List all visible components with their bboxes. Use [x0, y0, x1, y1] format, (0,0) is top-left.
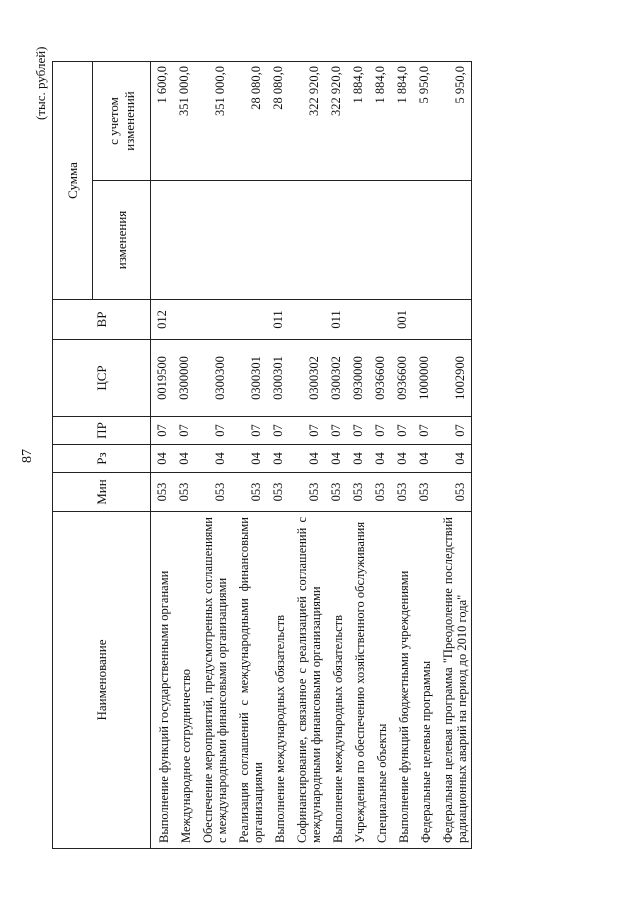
table-row: [195, 62, 231, 849]
row-min: 053: [391, 473, 413, 512]
row-pr: 07: [231, 417, 267, 445]
row-vr: [369, 300, 391, 340]
row-min: 053: [289, 473, 325, 512]
row-changes: [173, 181, 195, 300]
table-row: [289, 62, 325, 849]
budget-table: [52, 61, 472, 849]
row-changes: [151, 181, 174, 300]
row-total: 5 950,0: [435, 62, 472, 181]
row-min: 053: [435, 473, 472, 512]
row-min: 053: [195, 473, 231, 512]
row-pr: 07: [391, 417, 413, 445]
row-csr: 0936600: [391, 340, 413, 417]
row-pr: 07: [173, 417, 195, 445]
row-vr: 011: [325, 300, 347, 340]
row-rz: 04: [347, 445, 369, 473]
row-min: 053: [173, 473, 195, 512]
table-row: [413, 62, 435, 849]
row-min: 053: [347, 473, 369, 512]
row-rz: 04: [195, 445, 231, 473]
row-name: Федеральные целевые программы: [413, 512, 435, 849]
table-row: [347, 62, 369, 849]
row-vr: 011: [267, 300, 289, 340]
header-min: Мин: [53, 473, 151, 512]
row-total: 1 884,0: [391, 62, 413, 181]
row-changes: [325, 181, 347, 300]
row-name: Выполнение международных обязательств: [267, 512, 289, 849]
row-min: 053: [151, 473, 174, 512]
row-pr: 07: [413, 417, 435, 445]
row-changes: [435, 181, 472, 300]
row-csr: 0930000: [347, 340, 369, 417]
header-with-changes: с учетом изменений: [93, 62, 151, 181]
row-rz: 04: [435, 445, 472, 473]
row-vr: [413, 300, 435, 340]
row-pr: 07: [267, 417, 289, 445]
row-vr: 012: [151, 300, 174, 340]
row-min: 053: [413, 473, 435, 512]
row-total: 351 000,0: [195, 62, 231, 181]
row-name: Обеспечение мероприятий, предусмотренных соглашениями с международными финансовыми организациями: [195, 512, 231, 849]
row-csr: 0300302: [325, 340, 347, 417]
header-changes: изменения: [93, 181, 151, 300]
row-pr: 07: [347, 417, 369, 445]
row-changes: [195, 181, 231, 300]
table-row: [369, 62, 391, 849]
units-note: (тыс. рублей): [33, 46, 48, 120]
table-row: [151, 62, 174, 849]
row-name: Федеральная целевая программа "Преодоление последствий радиационных аварий на период до 2010 года": [435, 512, 472, 849]
row-total: 5 950,0: [413, 62, 435, 181]
row-total: 1 884,0: [347, 62, 369, 181]
row-pr: 07: [435, 417, 472, 445]
row-csr: 0300000: [173, 340, 195, 417]
row-changes: [369, 181, 391, 300]
header-vr: ВР: [53, 300, 151, 340]
row-changes: [391, 181, 413, 300]
row-min: 053: [325, 473, 347, 512]
row-name: Специальные объекты: [369, 512, 391, 849]
row-rz: 04: [369, 445, 391, 473]
table-row: [231, 62, 267, 849]
row-pr: 07: [289, 417, 325, 445]
row-pr: 07: [325, 417, 347, 445]
row-vr: [435, 300, 472, 340]
row-pr: 07: [195, 417, 231, 445]
row-rz: 04: [231, 445, 267, 473]
row-pr: 07: [151, 417, 174, 445]
row-vr: [195, 300, 231, 340]
row-rz: 04: [151, 445, 174, 473]
table-row: [325, 62, 347, 849]
row-rz: 04: [413, 445, 435, 473]
row-changes: [267, 181, 289, 300]
row-min: 053: [267, 473, 289, 512]
header-name: Наименование: [53, 512, 151, 849]
row-csr: 1000000: [413, 340, 435, 417]
row-vr: [173, 300, 195, 340]
header-sum: Сумма: [53, 62, 93, 300]
row-total: 28 080,0: [231, 62, 267, 181]
table-body: [151, 62, 472, 849]
row-csr: 0300301: [267, 340, 289, 417]
row-rz: 04: [325, 445, 347, 473]
table-row: [173, 62, 195, 849]
row-rz: 04: [173, 445, 195, 473]
row-vr: [347, 300, 369, 340]
row-csr: 0019500: [151, 340, 174, 417]
row-total: 1 600,0: [151, 62, 174, 181]
row-min: 053: [369, 473, 391, 512]
row-changes: [231, 181, 267, 300]
table-row: [267, 62, 289, 849]
header-pr: ПР: [53, 417, 151, 445]
row-vr: [289, 300, 325, 340]
row-total: 28 080,0: [267, 62, 289, 181]
table-row: [435, 62, 472, 849]
row-rz: 04: [391, 445, 413, 473]
row-min: 053: [231, 473, 267, 512]
row-rz: 04: [289, 445, 325, 473]
row-name: Международное сотрудничество: [173, 512, 195, 849]
row-csr: 0300302: [289, 340, 325, 417]
header-csr: ЦСР: [53, 340, 151, 417]
row-total: 1 884,0: [369, 62, 391, 181]
header-rz: Рз: [53, 445, 151, 473]
row-name: Выполнение функций государственными органами: [151, 512, 174, 849]
row-name: Выполнение функций бюджетными учреждениями: [391, 512, 413, 849]
row-total: 322 920,0: [289, 62, 325, 181]
row-rz: 04: [267, 445, 289, 473]
row-changes: [289, 181, 325, 300]
row-vr: [231, 300, 267, 340]
row-name: Выполнение международных обязательств: [325, 512, 347, 849]
row-vr: 001: [391, 300, 413, 340]
row-changes: [413, 181, 435, 300]
row-name: Реализация соглашений с международными финансовыми организациями: [231, 512, 267, 849]
row-pr: 07: [369, 417, 391, 445]
row-csr: 0936600: [369, 340, 391, 417]
row-total: 322 920,0: [325, 62, 347, 181]
row-changes: [347, 181, 369, 300]
page-number: 87: [20, 449, 35, 463]
row-csr: 1002900: [435, 340, 472, 417]
row-name: Учреждения по обеспечению хозяйственного обслуживания: [347, 512, 369, 849]
table-row: [391, 62, 413, 849]
row-csr: 0300301: [231, 340, 267, 417]
row-total: 351 000,0: [173, 62, 195, 181]
row-name: Софинансирование, связанное с реализацией соглашений с международными финансовыми организациями: [289, 512, 325, 849]
row-csr: 0300300: [195, 340, 231, 417]
